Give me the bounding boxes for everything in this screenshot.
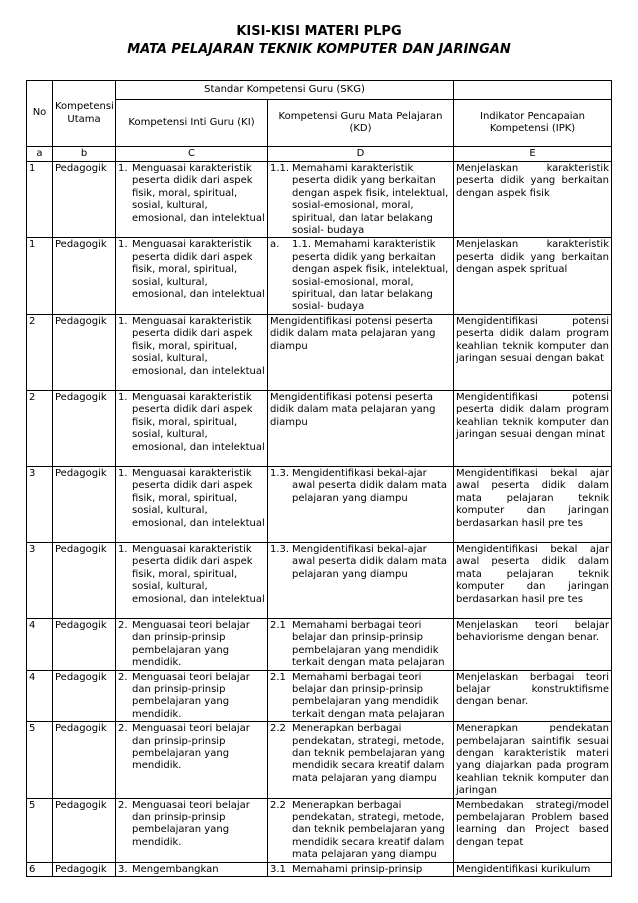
row-kd (268, 722, 454, 798)
row-no: 5 (27, 798, 53, 862)
header-ipk: Indikator Pencapaian Kompetensi (IPK) (454, 100, 612, 147)
row-kd-text: Mengidentifikasi bekal-ajar awal peserta didik dalam mata pelajaran yang diampu (292, 543, 448, 580)
row-kd-number: 2.1 (270, 671, 286, 683)
row-ki-number: 2. (118, 619, 128, 631)
header-skg: Standar Kompetensi Guru (SKG) (116, 81, 454, 100)
row-ki-text: Menguasai teori belajar dan prinsip-prinsip pembelajaran yang mendidik. (132, 799, 250, 848)
letter-e: E (454, 147, 612, 162)
row-ipk: Menjelaskan berbagai teori belajar konstruktifisme dengan benar. (454, 670, 612, 722)
row-kompetensi-utama: Pedagogik (53, 862, 116, 876)
row-ipk: Mengidentifikasi bekal ajar awal peserta didik dalam mata pelajaran teknik komputer dan jaringan berdasarkan hasil pre tes (454, 542, 612, 618)
row-kd-number: 1.3. (270, 543, 290, 555)
row-ki-text: Menguasai teori belajar dan prinsip-prinsip pembelajaran yang mendidik. (132, 671, 250, 720)
row-ki-text: Mengembangkan (132, 863, 219, 875)
row-no: 6 (27, 862, 53, 876)
row-ki (116, 390, 268, 466)
row-ki-number: 1. (118, 315, 128, 327)
row-kd-number: 1.1. (270, 163, 290, 174)
row-ipk: Membedakan strategi/model pembelajaran Problem based learning dan Project based dengan tepat (454, 798, 612, 862)
row-ki (116, 618, 268, 670)
page-subtitle: MATA PELAJARAN TEKNIK KOMPUTER DAN JARINGAN (127, 42, 511, 57)
row-no: 2 (27, 314, 53, 390)
row-ki-text: Menguasai teori belajar dan prinsip-prinsip pembelajaran yang mendidik. (132, 619, 250, 669)
table-row (27, 314, 612, 390)
row-ki-number: 1. (118, 467, 128, 479)
row-ki (116, 798, 268, 862)
row-ki-number: 2. (118, 723, 128, 735)
row-ki-number: 1. (118, 163, 128, 174)
table-body (27, 162, 612, 877)
table-row (27, 466, 612, 542)
row-kd-text: Mengidentifikasi potensi peserta didik dalam mata pelajaran yang diampu (270, 391, 436, 428)
row-ki (116, 238, 268, 314)
row-kd-number: 1.3. (270, 467, 290, 479)
row-kd-number: a. (270, 239, 280, 251)
row-ki-number: 2. (118, 671, 128, 683)
row-ipk: Mengidentifikasi potensi peserta didik dalam program keahlian teknik komputer dan jaringan sesuai dengan minat (454, 390, 612, 466)
row-kd (268, 798, 454, 862)
header-kd: Kompetensi Guru Mata Pelajaran (KD) (268, 100, 454, 147)
row-kd (268, 466, 454, 542)
letter-c: C (116, 147, 268, 162)
header-kompetensi-utama: Kompetensi Utama (53, 81, 116, 147)
table-row (27, 618, 612, 670)
row-ki (116, 862, 268, 876)
row-no: 1 (27, 238, 53, 314)
row-ki-text: Menguasai karakteristik peserta didik dari aspek fisik, moral, spiritual, sosial, kultural, emosional, dan intelektual (132, 239, 265, 301)
row-kd-text: Memahami prinsip-prinsip (292, 863, 423, 875)
row-ki (116, 670, 268, 722)
row-ipk: Menjelaskan teori belajar behaviorisme dengan benar. (454, 618, 612, 670)
row-ki (116, 542, 268, 618)
row-ki-number: 1. (118, 543, 128, 555)
row-kd-text: Mengidentifikasi bekal-ajar awal peserta didik dalam mata pelajaran yang diampu (292, 467, 448, 504)
row-kompetensi-utama: Pedagogik (53, 670, 116, 722)
row-no: 3 (27, 542, 53, 618)
row-ki-text: Menguasai karakteristik peserta didik dari aspek fisik, moral, spiritual, sosial, kultural, emosional, dan intelektual (132, 391, 265, 453)
row-kd-text: Memahami berbagai teori belajar dan prinsip-prinsip pembelajaran yang mendidik terkait dengan mata pelajaran (292, 671, 445, 720)
row-ipk: Menjelaskan karakteristik peserta didik yang berkaitan dengan aspek spritual (454, 238, 612, 314)
row-no: 2 (27, 390, 53, 466)
row-ki (116, 722, 268, 798)
table-row (27, 722, 612, 798)
row-no: 3 (27, 466, 53, 542)
row-kd (268, 618, 454, 670)
row-kd-text: Memahami berbagai teori belajar dan prinsip-prinsip pembelajaran yang mendidik terkait dengan mata pelajaran (292, 619, 445, 669)
table-row (27, 162, 612, 238)
row-ipk: Menerapkan pendekatan pembelajaran saintifik sesuai dengan karakteristik materi yang diajarkan pada program keahlian teknik komputer dan jaringan (454, 722, 612, 798)
row-ki-text: Menguasai karakteristik peserta didik dari aspek fisik, moral, spiritual, sosial, kultural, emosional, dan intelektual (132, 467, 265, 529)
row-ipk: Mengidentifikasi bekal ajar awal peserta didik dalam mata pelajaran teknik komputer dan jaringan berdasarkan hasil pre tes (454, 466, 612, 542)
row-kd (268, 314, 454, 390)
row-ki-number: 2. (118, 799, 128, 811)
row-kd-text: Mengidentifikasi potensi peserta didik dalam mata pelajaran yang diampu (270, 315, 436, 352)
row-ki (116, 162, 268, 238)
row-kompetensi-utama: Pedagogik (53, 542, 116, 618)
row-kd-text: 1.1. Memahami karakteristik peserta didik yang berkaitan dengan aspek fisik, intelektual, sosial-emosional, moral, spiritual, dan latar belakang sosial- budaya (292, 239, 449, 313)
row-kompetensi-utama: Pedagogik (53, 722, 116, 798)
table-row (27, 670, 612, 722)
kisi-kisi-table (26, 80, 612, 877)
row-kd-text: Menerapkan berbagai pendekatan, strategi, metode, dan teknik pembelajaran yang mendidik secara kreatif dalam mata pelajaran yang diampu (292, 799, 445, 861)
row-ki-text: Menguasai karakteristik peserta didik dari aspek fisik, moral, spiritual, sosial, kultural, emosional, dan intelektual (132, 315, 265, 377)
row-kd (268, 162, 454, 238)
row-kd (268, 862, 454, 876)
table-row (27, 798, 612, 862)
row-ki-text: Menguasai karakteristik peserta didik dari aspek fisik, moral, spiritual, sosial, kultural, emosional, dan intelektual (132, 543, 265, 605)
row-ki-text: Menguasai karakteristik peserta didik dari aspek fisik, moral, spiritual, sosial, kultural, emosional, dan intelektual (132, 163, 265, 224)
row-kd-number: 2.1 (270, 619, 286, 631)
row-no: 4 (27, 618, 53, 670)
header-no: No (27, 81, 53, 147)
row-ki (116, 466, 268, 542)
table-row (27, 238, 612, 314)
header-ki: Kompetensi Inti Guru (KI) (116, 100, 268, 147)
header-skg-blank (454, 81, 612, 100)
row-kd-text: Menerapkan berbagai pendekatan, strategi, metode, dan teknik pembelajaran yang mendidik secara kreatif dalam mata pelajaran yang diampu (292, 723, 445, 784)
row-kd (268, 542, 454, 618)
row-ipk: Mengidentifikasi kurikulum (454, 862, 612, 876)
row-ki-number: 1. (118, 239, 128, 251)
row-kompetensi-utama: Pedagogik (53, 314, 116, 390)
row-kompetensi-utama: Pedagogik (53, 618, 116, 670)
row-kd-text: Memahami karakteristik peserta didik yang berkaitan dengan aspek fisik, intelektual, sosial-emosional, moral, spiritual, dan latar belakang sosial- budaya (292, 163, 449, 237)
row-ki-number: 3. (118, 863, 128, 875)
row-kompetensi-utama: Pedagogik (53, 390, 116, 466)
row-kompetensi-utama: Pedagogik (53, 162, 116, 238)
row-ipk: Mengidentifikasi potensi peserta didik dalam program keahlian teknik komputer dan jaringan sesuai dengan bakat (454, 314, 612, 390)
row-kd (268, 238, 454, 314)
row-kd-number: 2.2 (270, 799, 286, 811)
row-kd (268, 390, 454, 466)
row-no: 1 (27, 162, 53, 238)
row-ki (116, 314, 268, 390)
row-no: 4 (27, 670, 53, 722)
table-row (27, 390, 612, 466)
letter-d: D (268, 147, 454, 162)
row-ki-number: 1. (118, 391, 128, 403)
row-kompetensi-utama: Pedagogik (53, 238, 116, 314)
row-kd-number: 2.2 (270, 723, 286, 735)
row-ipk: Menjelaskan karakteristik peserta didik yang berkaitan dengan aspek fisik (454, 162, 612, 238)
row-ki-text: Menguasai teori belajar dan prinsip-prinsip pembelajaran yang mendidik. (132, 723, 250, 772)
row-kompetensi-utama: Pedagogik (53, 798, 116, 862)
letter-a: a (27, 147, 53, 162)
row-no: 5 (27, 722, 53, 798)
row-kd-number: 3.1 (270, 863, 286, 875)
page-title: KISI-KISI MATERI PLPG (236, 24, 402, 39)
table-row (27, 862, 612, 876)
table-row (27, 542, 612, 618)
row-kd (268, 670, 454, 722)
letter-b: b (53, 147, 116, 162)
row-kompetensi-utama: Pedagogik (53, 466, 116, 542)
